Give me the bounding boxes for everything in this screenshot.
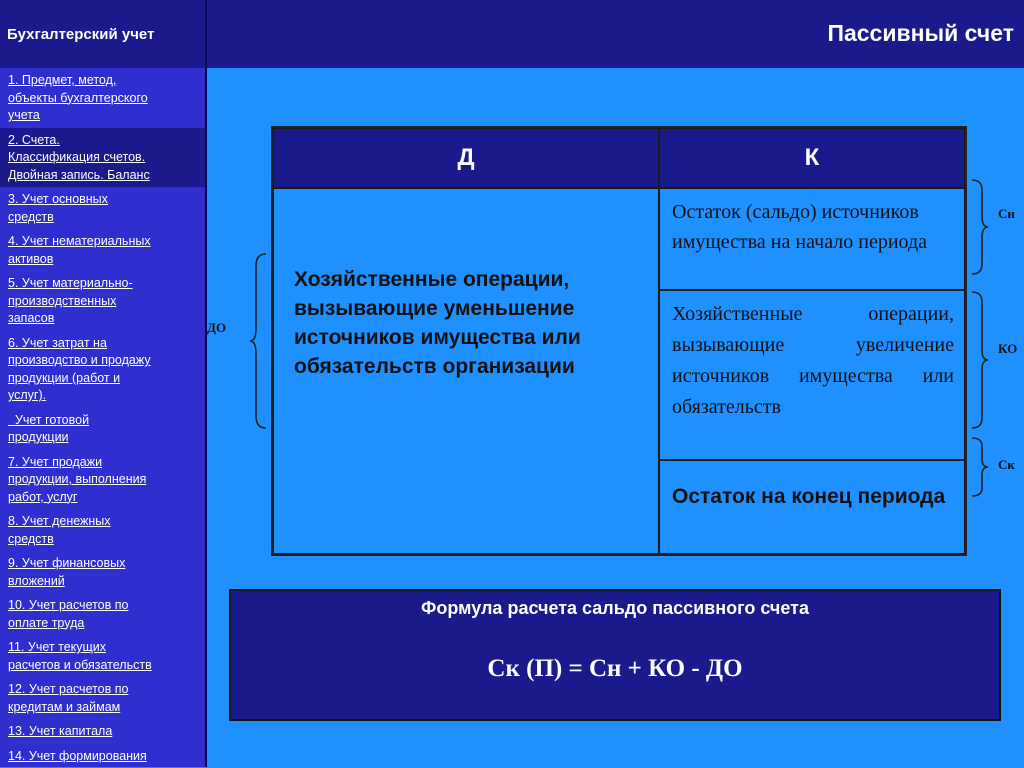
sidebar-item-label: Двойная запись. Баланс bbox=[8, 167, 201, 185]
debit-operations: Хозяйственные операции, вызывающие уменьшение источников имущества или обязательств организации bbox=[273, 188, 659, 554]
debit-turnover-label: ДО bbox=[207, 320, 226, 336]
sidebar-item-label: 13. Учет капитала bbox=[8, 723, 201, 741]
sidebar-item-label: кредитам и займам bbox=[8, 699, 201, 717]
sidebar-item-label: 2. Счета. bbox=[8, 132, 201, 150]
debit-header: Д bbox=[273, 128, 659, 188]
sidebar-item-7[interactable] bbox=[0, 408, 205, 450]
sidebar-item-label: Учет готовой bbox=[8, 412, 201, 430]
sidebar-item-label: 5. Учет материально- bbox=[8, 275, 201, 293]
sidebar-item-label: производство и продажу bbox=[8, 352, 201, 370]
sidebar-item-label: 4. Учет нематериальных bbox=[8, 233, 201, 251]
sidebar-item-4[interactable] bbox=[0, 229, 205, 271]
debit-turnover-brace bbox=[248, 252, 270, 430]
closing-balance: Остаток на конец периода bbox=[659, 460, 965, 554]
sidebar-item-label: запасов bbox=[8, 310, 201, 328]
formula-box bbox=[229, 589, 1001, 721]
closing-balance-label: Ск bbox=[998, 457, 1015, 473]
header-bar bbox=[207, 0, 1024, 68]
sidebar-item-9[interactable] bbox=[0, 509, 205, 551]
sidebar-item-label: 9. Учет финансовых bbox=[8, 555, 201, 573]
sidebar-item-label: 11. Учет текущих bbox=[8, 639, 201, 657]
sidebar-item-3[interactable] bbox=[0, 187, 205, 229]
sidebar-item-label: Классификация счетов. bbox=[8, 149, 201, 167]
account-table bbox=[271, 126, 967, 556]
closing-balance-brace bbox=[968, 436, 990, 498]
sidebar-item-label: оплате труда bbox=[8, 615, 201, 633]
sidebar-item-label: учета bbox=[8, 107, 201, 125]
sidebar-item-label: средств bbox=[8, 531, 201, 549]
sidebar-item-13[interactable] bbox=[0, 677, 205, 719]
sidebar-item-label: продукции bbox=[8, 429, 201, 447]
opening-balance: Остаток (сальдо) источников имущества на начало периода bbox=[659, 188, 965, 290]
sidebar-item-label: продукции (работ и bbox=[8, 370, 201, 388]
sidebar-item-label: расчетов и обязательств bbox=[8, 657, 201, 675]
sidebar-item-label: 1. Предмет, метод, bbox=[8, 72, 201, 90]
sidebar-item-label: 3. Учет основных bbox=[8, 191, 201, 209]
sidebar-item-label: работ, услуг bbox=[8, 489, 201, 507]
sidebar-item-11[interactable] bbox=[0, 593, 205, 635]
sidebar-item-label: услуг). bbox=[8, 387, 201, 405]
sidebar-item-label: активов bbox=[8, 251, 201, 269]
sidebar-nav bbox=[0, 68, 205, 768]
sidebar-item-6[interactable] bbox=[0, 331, 205, 408]
sidebar-item-2[interactable] bbox=[0, 128, 205, 188]
sidebar-item-label: 8. Учет денежных bbox=[8, 513, 201, 531]
credit-header: К bbox=[659, 128, 965, 188]
sidebar-item-label: производственных bbox=[8, 293, 201, 311]
credit-turnover-label: КО bbox=[998, 341, 1017, 357]
sidebar-item-12[interactable] bbox=[0, 635, 205, 677]
sidebar-item-label: вложений bbox=[8, 573, 201, 591]
sidebar bbox=[0, 0, 207, 767]
sidebar-item-label: 14. Учет формирования bbox=[8, 748, 201, 766]
sidebar-title: Бухгалтерский учет bbox=[0, 0, 205, 68]
sidebar-item-label: 7. Учет продажи bbox=[8, 454, 201, 472]
credit-operations: Хозяйственные операции, вызывающие увеличение источников имущества или обязательств bbox=[659, 290, 965, 460]
sidebar-item-label: 12. Учет расчетов по bbox=[8, 681, 201, 699]
sidebar-item-5[interactable] bbox=[0, 271, 205, 331]
credit-turnover-brace bbox=[968, 290, 990, 430]
sidebar-item-label: средств bbox=[8, 209, 201, 227]
sidebar-item-8[interactable] bbox=[0, 450, 205, 510]
sidebar-item-label: объекты бухгалтерского bbox=[8, 90, 201, 108]
opening-balance-label: Сн bbox=[998, 206, 1015, 222]
sidebar-item-10[interactable] bbox=[0, 551, 205, 593]
opening-balance-brace bbox=[968, 178, 990, 276]
sidebar-item-15[interactable] bbox=[0, 744, 205, 768]
sidebar-item-label: продукции, выполнения bbox=[8, 471, 201, 489]
sidebar-item-1[interactable] bbox=[0, 68, 205, 128]
sidebar-item-14[interactable] bbox=[0, 719, 205, 744]
formula-title: Формула расчета сальдо пассивного счета bbox=[231, 598, 999, 619]
sidebar-item-label: 10. Учет расчетов по bbox=[8, 597, 201, 615]
formula-expression: Ск (П) = Сн + КО - ДО bbox=[231, 655, 999, 683]
sidebar-item-label: 6. Учет затрат на bbox=[8, 335, 201, 353]
page-title: Пассивный счет bbox=[827, 20, 1014, 47]
